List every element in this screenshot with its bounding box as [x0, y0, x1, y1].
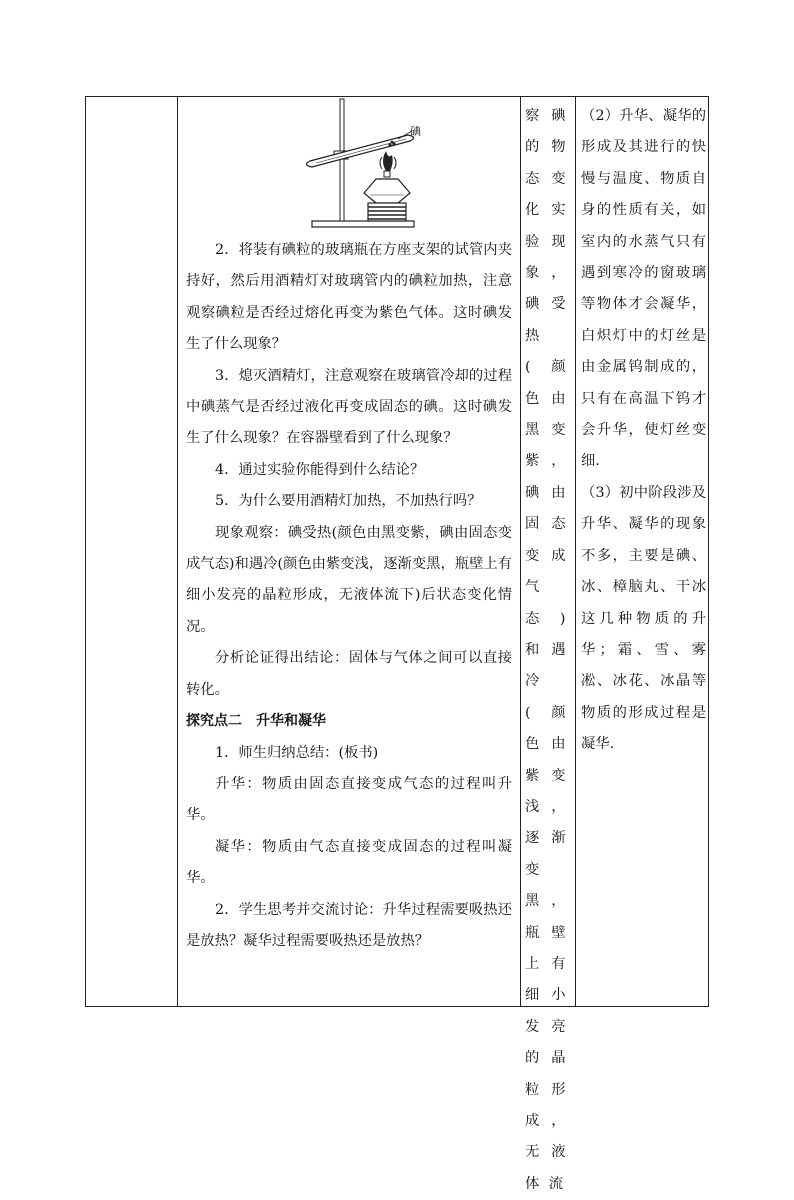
lesson-table — [85, 96, 709, 1192]
sublimation-definition: 升华：物质由固态直接变成气态的过程叫升华。 — [186, 775, 512, 824]
note-3: （3）初中阶段涉及升华、凝华的现象不多，主要是碘、冰、樟脑丸、干冰这几种物质的升华；霜、雪、雾凇、冰花、冰晶等物质的形成过程是凝华. — [581, 484, 706, 753]
step-2: 2．将装有碘粒的玻璃瓶在方座支架的试管内夹持好，然后用酒精灯对玻璃管内的碘粒加热，注意观察碘粒是否经过熔化再变为紫色气体。这时碘发生了什么现象？ — [186, 242, 512, 353]
step-5: 5．为什么要用酒精灯加热，不加热行吗？ — [215, 493, 482, 510]
step-4: 4．通过实验你能得到什么结论？ — [215, 461, 425, 478]
section-heading: 探究点二 升华和凝华 — [186, 713, 326, 730]
design-notes-column — [575, 97, 710, 1006]
conclusion: 分析论证得出结论：固体与气体之间可以直接转化。 — [186, 650, 512, 698]
deposition-definition: 凝华：物质由气态直接变成固态的过程叫凝华。 — [186, 838, 512, 887]
summary-step-1: 1．师生归纳总结：(板书) — [215, 744, 379, 761]
observation: 现象观察：碘受热(颜色由黑变紫，碘由固态变成气态)和遇冷(颜色由紫变浅，逐渐变黑，瓶壁上有细小发亮的晶粒形成，无液体流下)后状态变化情况。 — [186, 524, 512, 635]
teaching-process-column — [177, 97, 520, 1006]
iodine-sublimation-apparatus — [186, 97, 512, 235]
step-3: 3．熄灭酒精灯，注意观察在玻璃管冷却的过程中碘蒸气是否经过液化再变成固态的碘。这时碘发生了什么现象？在容器壁看到了什么现象？ — [186, 367, 512, 447]
student-activity-text: 察碘的物态变化实验现象，碘受热(颜色由黑变紫，碘由固态变成气态)和遇冷(颜色由紫变浅，逐渐变黑，瓶壁上有细小发亮的晶粒形成，无液体流 — [525, 108, 575, 1192]
discussion-step-2: 2．学生思考并交流讨论：升华过程需要吸热还是放热？凝华过程需要吸热还是放热？ — [186, 901, 512, 949]
student-activity-column — [520, 97, 575, 1192]
iodine-label: 碘 — [410, 125, 421, 138]
apparatus-illustration — [306, 99, 426, 231]
note-2: （2）升华、凝华的形成及其进行的快慢与温度、物质自身的性质有关，如室内的水蒸气只有遇到寒冷的窗玻璃等物体才会凝华，白炽灯中的灯丝是由金属钨制成的，只有在高温下钨才会升华，使灯丝变细. — [581, 108, 706, 470]
